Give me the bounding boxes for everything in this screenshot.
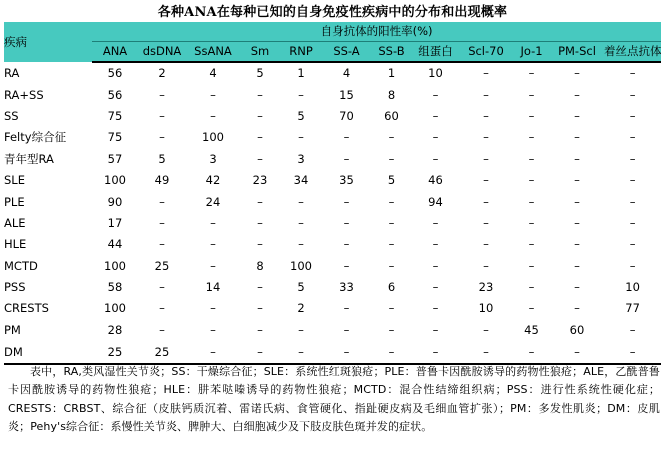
rate-cell: –: [257, 280, 263, 295]
rate-cell: –: [159, 237, 165, 252]
rate-cell: –: [528, 258, 535, 273]
rate-cell: 5: [256, 66, 264, 81]
rate-cell: 3: [297, 151, 305, 166]
column-header: SS-A: [322, 42, 371, 63]
rate-cell: 3: [209, 151, 217, 166]
rate-cell: –: [210, 258, 216, 273]
rate-cell: 34: [293, 173, 309, 188]
rate-cell: 70: [339, 108, 354, 123]
rate-cell: 8: [256, 258, 264, 273]
rate-cell: –: [343, 215, 350, 230]
rate-cell: 100: [104, 301, 126, 316]
rate-cell: –: [298, 87, 304, 102]
positive-rate-group-header: 自身抗体的阳性率(%): [92, 22, 661, 42]
rate-cell: –: [629, 258, 636, 273]
rate-cell: –: [574, 280, 580, 295]
rate-cell: –: [483, 215, 489, 230]
rate-cell: 100: [104, 173, 126, 188]
rate-cell: 6: [387, 280, 396, 295]
table-row: [4, 106, 661, 127]
rate-cell: –: [210, 301, 216, 316]
rate-cell: –: [574, 173, 580, 188]
rate-cell: –: [574, 151, 580, 166]
rate-cell: –: [388, 130, 395, 145]
table-row: [4, 127, 661, 148]
rate-cell: 45: [524, 322, 539, 337]
table-row: [4, 341, 661, 364]
rate-cell: –: [629, 237, 636, 252]
rate-cell: –: [343, 151, 350, 166]
rate-cell: –: [629, 215, 636, 230]
rate-cell: –: [629, 66, 636, 81]
rate-cell: –: [459, 341, 513, 364]
rate-cell: –: [550, 341, 604, 364]
rate-cell: –: [513, 341, 550, 364]
rate-cell: –: [343, 130, 350, 145]
rate-cell: 24: [205, 194, 221, 209]
rate-cell: 60: [384, 108, 399, 123]
rate-cell: –: [210, 322, 216, 337]
rate-cell: 25: [154, 258, 170, 273]
rate-cell: –: [528, 108, 535, 123]
rate-cell: –: [483, 66, 489, 81]
rate-cell: –: [528, 87, 535, 102]
column-header: Scl-70: [459, 42, 513, 63]
header-row-columns: [4, 42, 661, 63]
rate-cell: –: [528, 151, 535, 166]
table-row: [4, 234, 661, 255]
rate-cell: 75: [107, 108, 123, 123]
rate-cell: 5: [297, 280, 305, 295]
rate-cell: –: [574, 301, 580, 316]
table-row: [4, 277, 661, 298]
column-header: Jo-1: [513, 42, 550, 63]
rate-cell: 49: [154, 173, 170, 188]
column-header: SS-B: [371, 42, 412, 63]
disease-name: 青年型RA: [4, 151, 54, 166]
rate-cell: –: [343, 237, 350, 252]
rate-cell: –: [483, 258, 489, 273]
rate-cell: –: [298, 237, 304, 252]
rate-cell: 35: [339, 173, 354, 188]
rate-cell: –: [343, 258, 350, 273]
rate-cell: 25: [92, 341, 138, 364]
rate-cell: 90: [107, 194, 123, 209]
rate-cell: –: [159, 301, 165, 316]
rate-cell: –: [240, 341, 280, 364]
rate-cell: –: [528, 194, 535, 209]
rate-cell: –: [574, 258, 580, 273]
rate-cell: 100: [290, 258, 312, 273]
rate-cell: –: [388, 194, 395, 209]
rate-cell: –: [257, 151, 263, 166]
rate-cell: –: [629, 87, 636, 102]
column-header: ANA: [92, 42, 138, 63]
table-footnote: 表中，RA,类风湿性关节炎；SS：干燥综合征；SLE：系统性红斑狼疮；PLE：普鲁卡因酰胺诱导的药物性狼疮；ALE，乙酰普鲁卡因酰胺诱导的药物性狼疮；HLE：肼苯哒嗪诱导的药物性狼疮；MCTD：混合性结缔组织病；PSS：进行性系统性硬化症；CRESTS：CRBST、综合征（皮肤钙质沉着、雷诺氏病、食管硬化、指趾硬皮病及毛细血管扩张）；PM：多发性肌炎；DM：皮肌炎；Pehy's综合征：系慢性关节炎、脾肿大、白细胞减少及下肢皮肤色斑并发的症状。: [8, 365, 660, 434]
rate-cell: 15: [339, 87, 354, 102]
table-row: [4, 256, 661, 277]
table-title: 各种ANA在每种已知的自身免疫性疾病中的分布和出现概率: [157, 5, 508, 20]
rate-cell: 100: [202, 130, 224, 145]
table-row: [4, 213, 661, 234]
rate-cell: –: [528, 301, 535, 316]
disease-name: Felty综合征: [4, 130, 67, 145]
rate-cell: –: [298, 322, 304, 337]
rate-cell: –: [210, 215, 216, 230]
rate-cell: –: [159, 130, 165, 145]
disease-name: PM: [4, 322, 21, 337]
rate-cell: –: [298, 130, 304, 145]
rate-cell: 42: [205, 173, 221, 188]
rate-cell: –: [629, 130, 636, 145]
rate-cell: –: [210, 87, 216, 102]
rate-cell: 4: [342, 66, 351, 81]
rate-cell: –: [298, 215, 304, 230]
rate-cell: –: [388, 322, 395, 337]
rate-cell: 57: [107, 151, 123, 166]
rate-cell: –: [343, 194, 350, 209]
rate-cell: –: [432, 87, 439, 102]
rate-cell: 100: [104, 258, 126, 273]
disease-column-header: 疾病: [4, 22, 92, 62]
rate-cell: –: [629, 322, 636, 337]
rate-cell: –: [432, 280, 439, 295]
rate-cell: –: [483, 194, 489, 209]
rate-cell: –: [298, 194, 304, 209]
rate-cell: –: [432, 130, 439, 145]
column-header: Sm: [240, 42, 280, 63]
rate-cell: –: [159, 194, 165, 209]
rate-cell: 33: [339, 280, 354, 295]
rate-cell: –: [257, 87, 263, 102]
rate-cell: –: [432, 301, 439, 316]
rate-cell: 94: [428, 194, 443, 209]
rate-cell: 4: [209, 66, 217, 81]
rate-cell: –: [257, 301, 263, 316]
disease-name: DM: [4, 341, 92, 364]
disease-name: CRESTS: [4, 301, 49, 316]
disease-name: MCTD: [4, 258, 38, 273]
rate-cell: –: [388, 151, 395, 166]
rate-cell: –: [483, 151, 489, 166]
rate-cell: 56: [107, 66, 123, 81]
rate-cell: –: [528, 215, 535, 230]
rate-cell: –: [604, 341, 661, 364]
rate-cell: –: [574, 108, 580, 123]
rate-cell: 28: [107, 322, 123, 337]
disease-name: HLE: [4, 237, 27, 252]
rate-cell: –: [432, 322, 439, 337]
table-row: [4, 191, 661, 212]
rate-cell: 23: [478, 280, 494, 295]
rate-cell: 10: [625, 280, 640, 295]
disease-name: SS: [4, 108, 19, 123]
rate-cell: –: [528, 280, 535, 295]
rate-cell: 1: [297, 66, 305, 81]
rate-cell: –: [322, 341, 371, 364]
rate-cell: 14: [205, 280, 221, 295]
disease-name: PLE: [4, 194, 25, 209]
rate-cell: 75: [107, 130, 123, 145]
rate-cell: 25: [138, 341, 186, 364]
rate-cell: –: [343, 322, 350, 337]
rate-cell: –: [574, 215, 580, 230]
rate-cell: 5: [387, 173, 396, 188]
column-header: 组蛋白: [412, 42, 459, 63]
rate-cell: –: [528, 130, 535, 145]
rate-cell: –: [432, 151, 439, 166]
table-row: [4, 320, 661, 341]
rate-cell: –: [483, 87, 489, 102]
disease-name: RA: [4, 65, 20, 80]
rate-cell: 1: [387, 66, 396, 81]
rate-cell: 2: [297, 301, 305, 316]
rate-cell: –: [159, 215, 165, 230]
rate-cell: 23: [252, 173, 268, 188]
rate-cell: –: [629, 194, 636, 209]
rate-cell: –: [574, 237, 580, 252]
column-header: SsANA: [186, 42, 240, 63]
rate-cell: –: [432, 108, 439, 123]
rate-cell: 56: [107, 87, 123, 102]
rate-cell: –: [257, 322, 263, 337]
rate-cell: 2: [158, 66, 166, 81]
rate-cell: –: [280, 341, 322, 364]
rate-cell: –: [412, 341, 459, 364]
rate-cell: 46: [428, 173, 443, 188]
disease-name: RA+SS: [4, 87, 44, 102]
disease-name: PSS: [4, 280, 26, 295]
rate-cell: –: [210, 108, 216, 123]
rate-cell: –: [528, 173, 535, 188]
table-row: [4, 149, 661, 170]
rate-cell: –: [159, 322, 165, 337]
rate-cell: –: [186, 341, 240, 364]
rate-cell: 8: [387, 87, 396, 102]
rate-cell: –: [574, 130, 580, 145]
rate-cell: –: [210, 237, 216, 252]
rate-cell: 5: [158, 151, 166, 166]
rate-cell: –: [432, 237, 439, 252]
rate-cell: 44: [107, 237, 123, 252]
rate-cell: –: [257, 237, 263, 252]
rate-cell: –: [371, 341, 412, 364]
rate-cell: –: [257, 194, 263, 209]
rate-cell: 10: [428, 66, 443, 81]
table-row: [4, 84, 661, 105]
column-header: dsDNA: [138, 42, 186, 63]
rate-cell: –: [629, 108, 636, 123]
rate-cell: 10: [478, 301, 494, 316]
rate-cell: –: [574, 194, 580, 209]
rate-cell: –: [388, 237, 395, 252]
table-row: [4, 170, 661, 191]
rate-cell: –: [388, 258, 395, 273]
rate-cell: –: [629, 151, 636, 166]
rate-cell: 5: [297, 108, 305, 123]
rate-cell: –: [159, 280, 165, 295]
table-row: [4, 298, 661, 319]
rate-cell: –: [159, 108, 165, 123]
disease-name: ALE: [4, 215, 26, 230]
rate-cell: –: [432, 215, 439, 230]
rate-cell: –: [159, 87, 165, 102]
rate-cell: –: [388, 215, 395, 230]
rate-cell: –: [483, 173, 489, 188]
rate-cell: –: [388, 301, 395, 316]
rate-cell: –: [257, 130, 263, 145]
ana-table: [4, 22, 661, 365]
rate-cell: –: [528, 237, 535, 252]
rate-cell: 17: [107, 215, 123, 230]
table-row: [4, 62, 661, 84]
rate-cell: –: [483, 108, 489, 123]
rate-cell: 77: [625, 301, 640, 316]
column-header: 着丝点抗体: [604, 42, 661, 63]
rate-cell: –: [528, 66, 535, 81]
rate-cell: –: [574, 66, 580, 81]
table-body: [4, 62, 661, 364]
column-header: RNP: [280, 42, 322, 63]
rate-cell: –: [629, 173, 636, 188]
disease-name: SLE: [4, 173, 25, 188]
rate-cell: –: [257, 108, 263, 123]
rate-cell: –: [483, 130, 489, 145]
rate-cell: –: [483, 237, 489, 252]
rate-cell: –: [432, 258, 439, 273]
rate-cell: –: [574, 87, 580, 102]
rate-cell: 58: [107, 280, 123, 295]
rate-cell: 60: [569, 322, 585, 337]
header-row-group: [4, 22, 661, 42]
rate-cell: –: [257, 215, 263, 230]
rate-cell: –: [483, 322, 489, 337]
column-header: PM-Scl: [550, 42, 604, 63]
rate-cell: –: [343, 301, 350, 316]
